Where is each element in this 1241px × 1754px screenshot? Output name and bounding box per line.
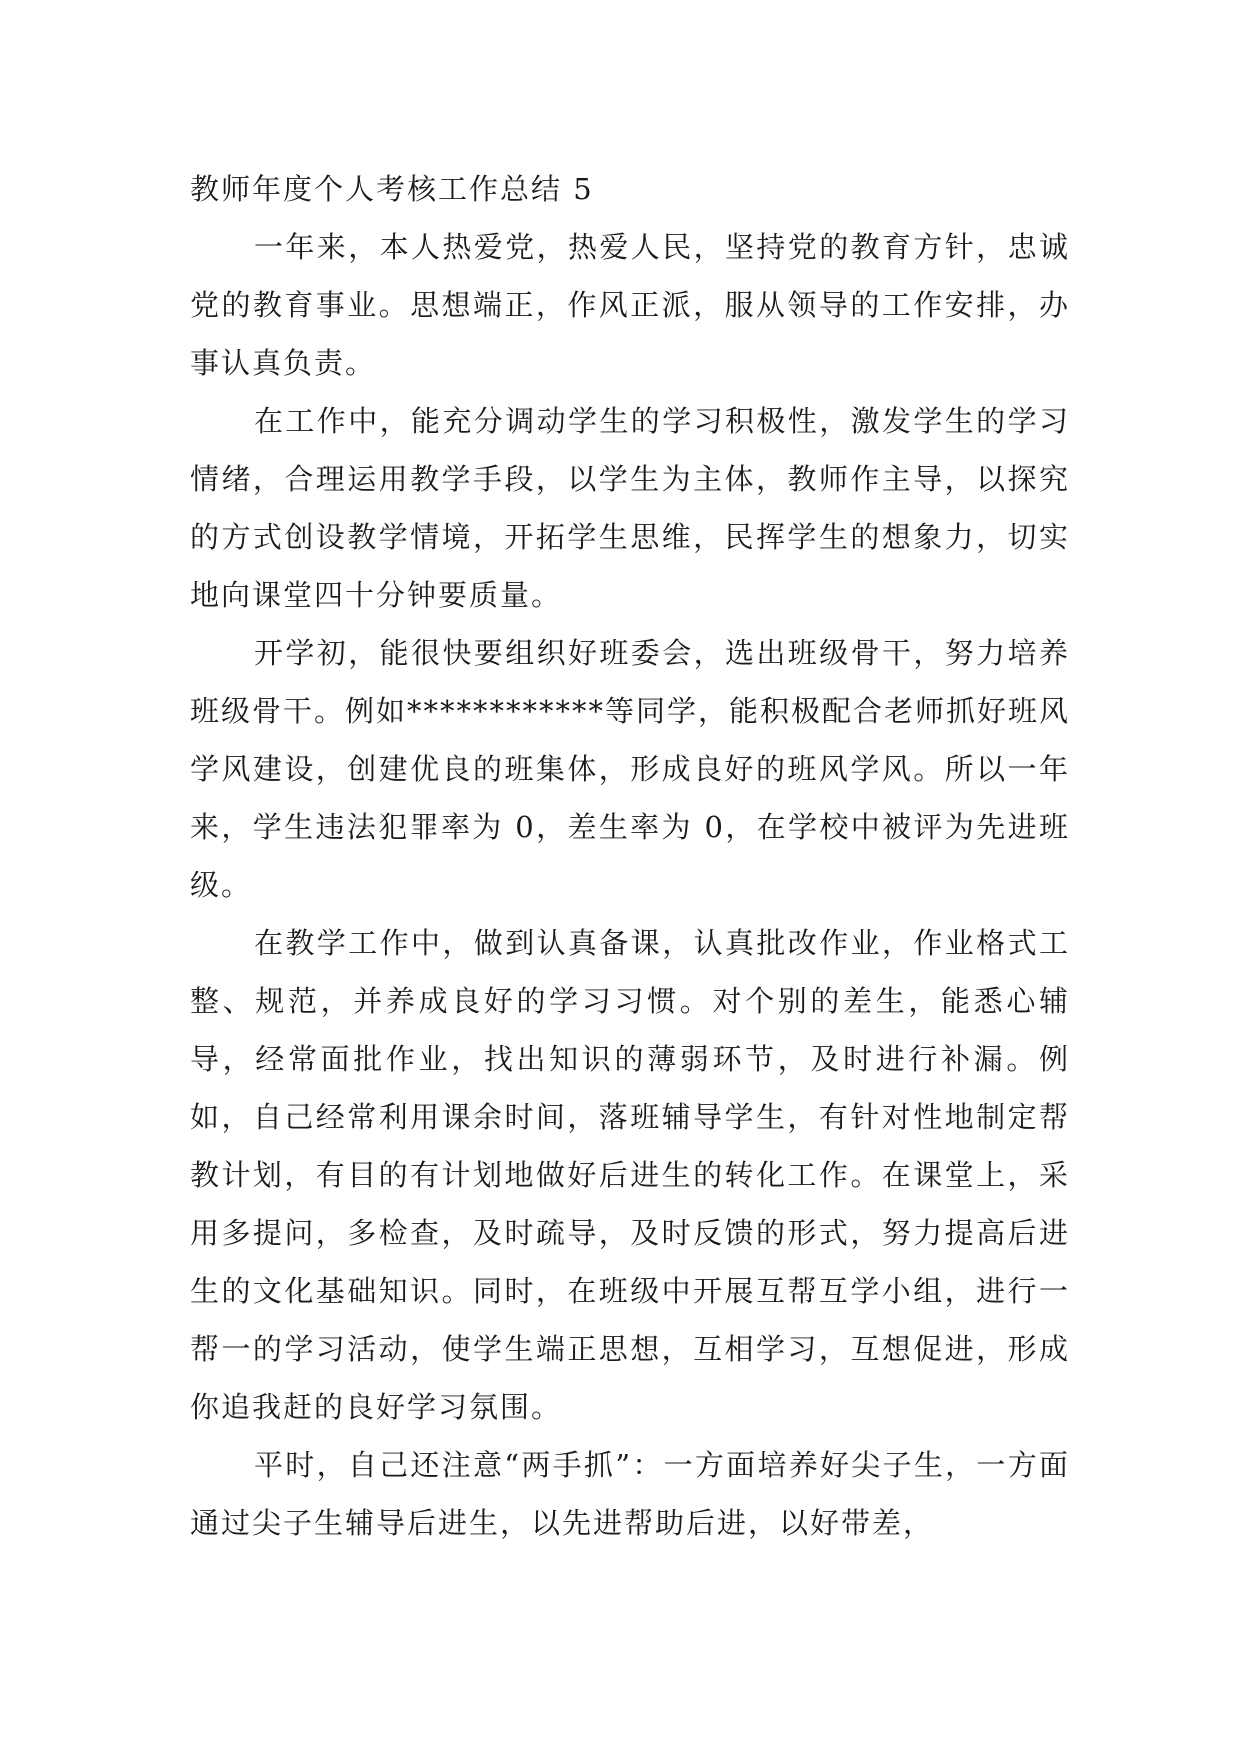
paragraph-4: 在教学工作中，做到认真备课，认真批改作业，作业格式工整、规范，并养成良好的学习习惯。对个别的差生，能悉心辅导，经常面批作业，找出知识的薄弱环节，及时进行补漏。例如，自己经常利用课余时间，落班辅导学生，有针对性地制定帮教计划，有目的有计划地做好后进生的转化工作。在课堂上，采用多提问，多检查，及时疏导，及时反馈的形式，努力提高后进生的文化基础知识。同时，在班级中开展互帮互学小组，进行一帮一的学习活动，使学生端正思想，互相学习，互想促进，形成你追我赶的良好学习氛围。 bbox=[190, 926, 1070, 1424]
document-title: 教师年度个人考核工作总结 5 bbox=[190, 172, 594, 206]
document-body bbox=[190, 160, 1070, 1552]
paragraph-2: 在工作中，能充分调动学生的学习积极性，激发学生的学习情绪，合理运用教学手段，以学生为主体，教师作主导，以探究的方式创设教学情境，开拓学生思维，民挥学生的想象力，切实地向课堂四十分钟要质量。 bbox=[190, 404, 1070, 612]
paragraph-1: 一年来，本人热爱党，热爱人民，坚持党的教育方针，忠诚党的教育事业。思想端正，作风正派，服从领导的工作安排，办事认真负责。 bbox=[190, 230, 1070, 380]
paragraph-5: 平时，自己还注意“两手抓”：一方面培养好尖子生，一方面通过尖子生辅导后进生，以先进帮助后进，以好带差， bbox=[190, 1448, 1070, 1540]
paragraph-3: 开学初，能很快要组织好班委会，选出班级骨干，努力培养班级骨干。例如************等同学，能积极配合老师抓好班风学风建设，创建优良的班集体，形成良好的班风学风。所以一年来，学生违法犯罪率为 0，差生率为 0，在学校中被评为先进班级。 bbox=[190, 636, 1071, 902]
